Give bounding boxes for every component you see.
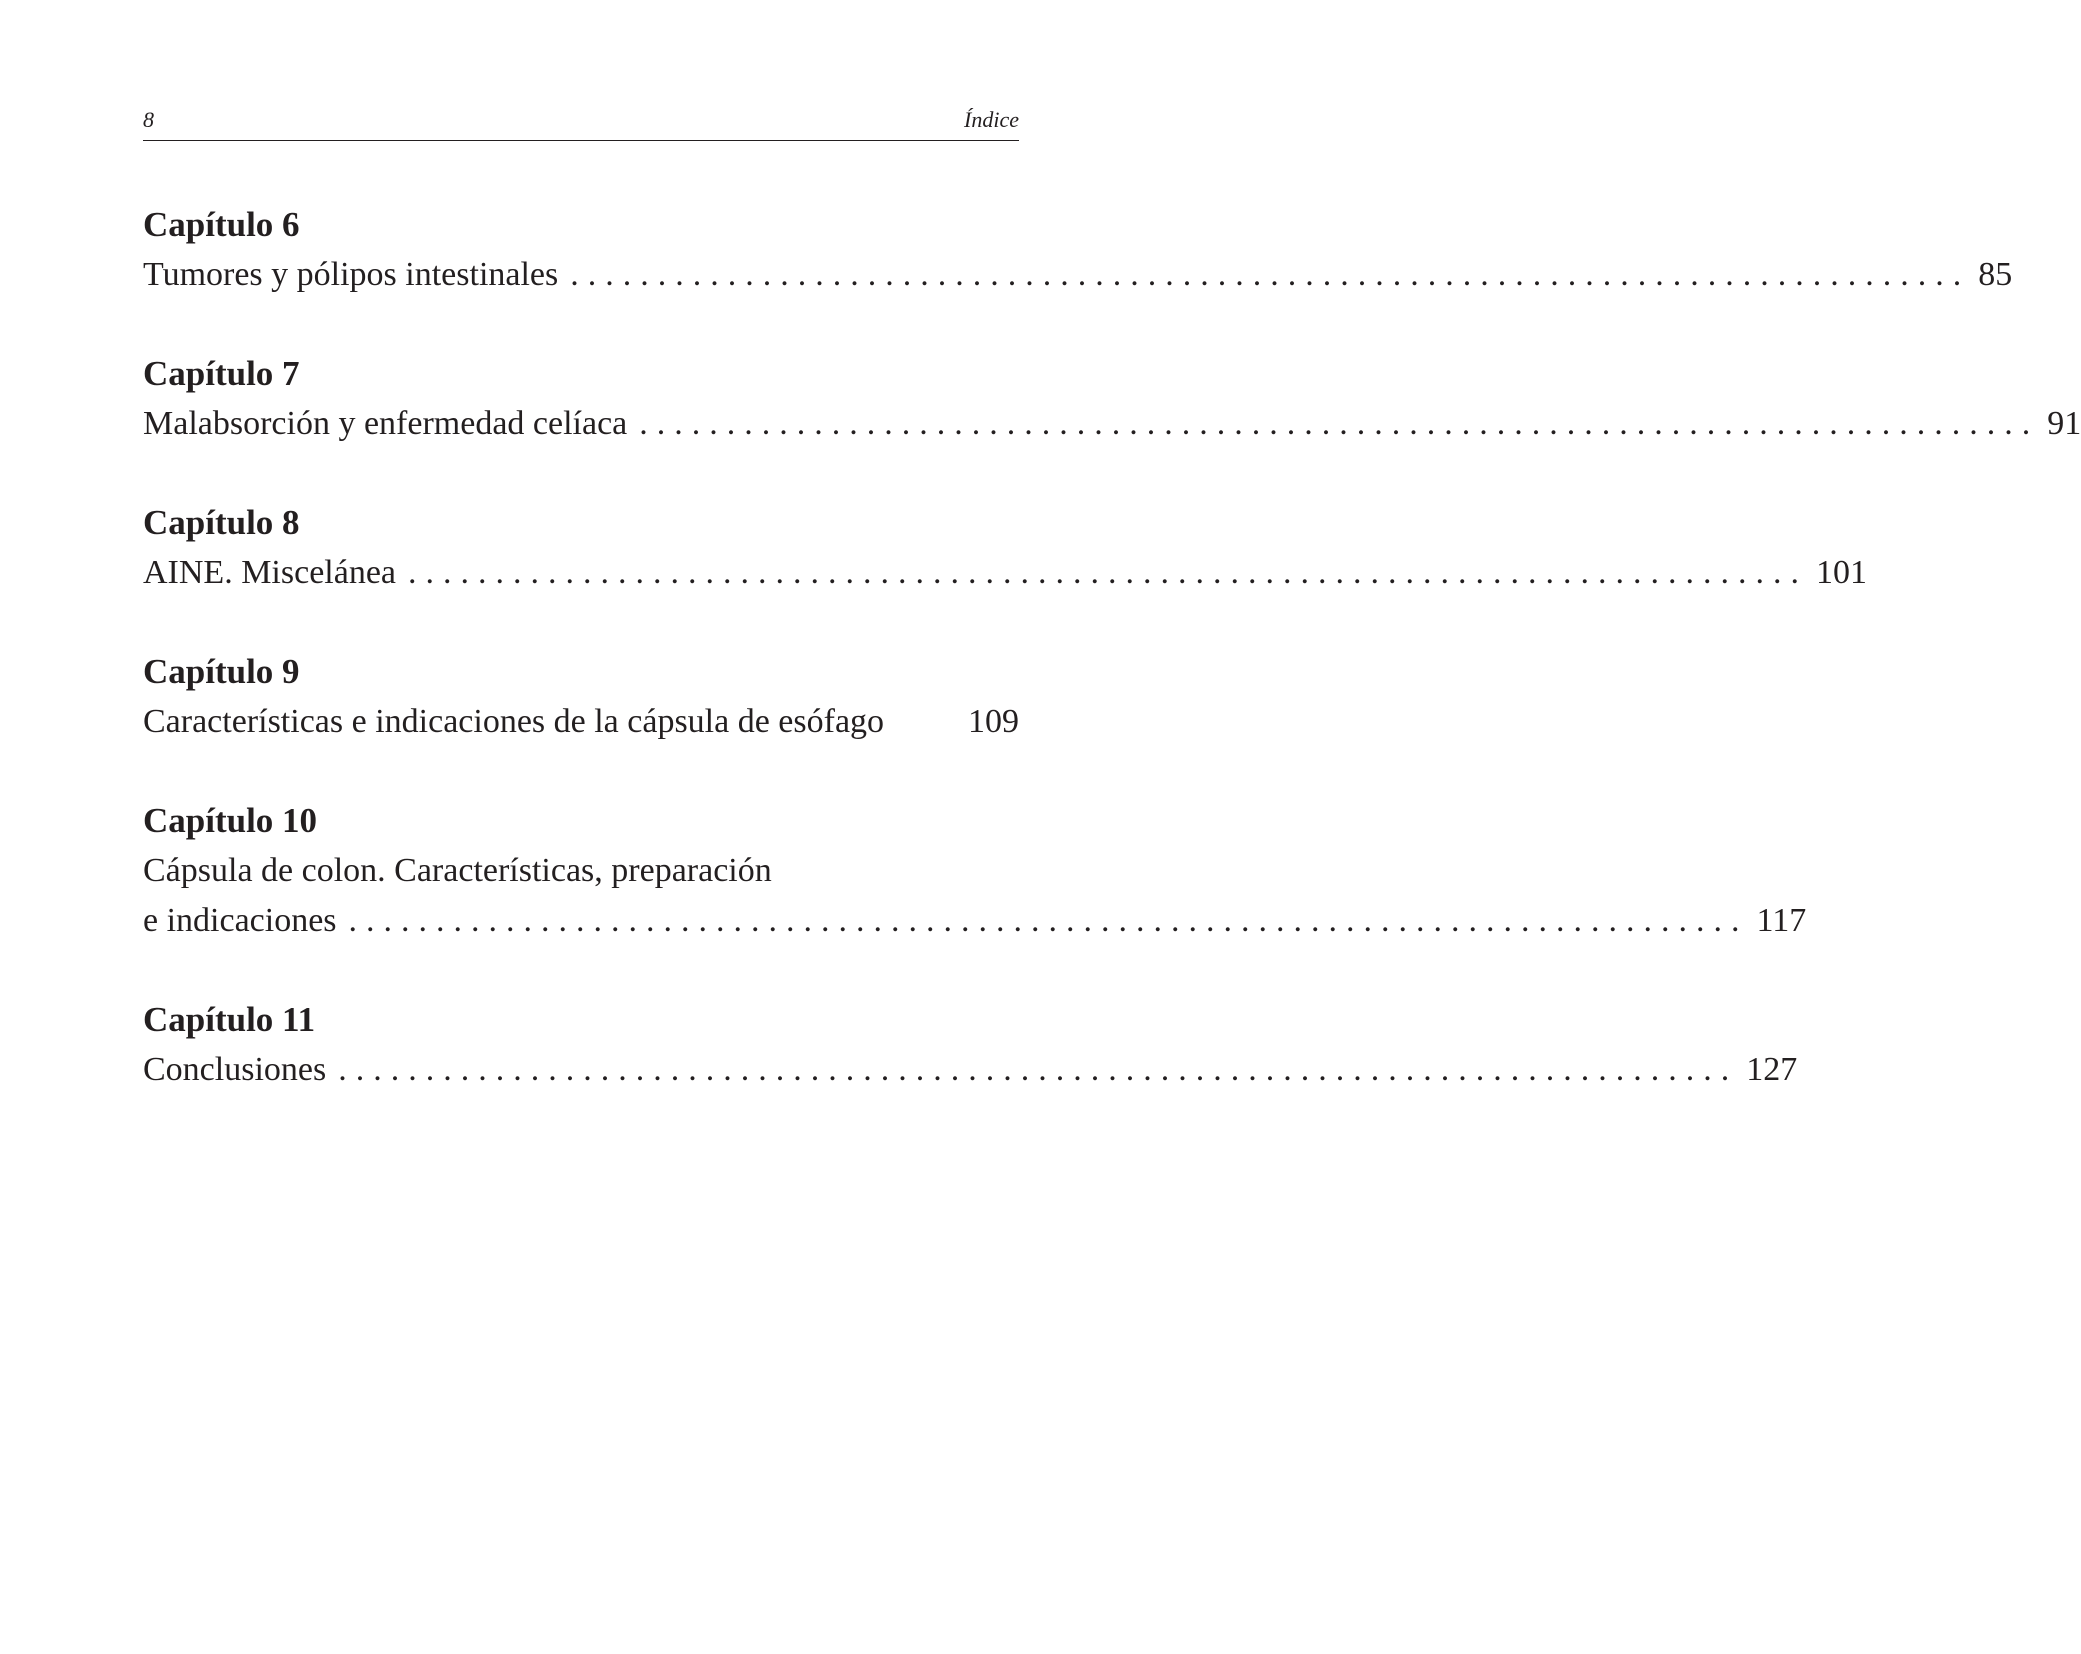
toc-entry [143,647,1019,747]
chapter-label: Capítulo 10 [143,801,318,840]
page-reference: 85 [1978,256,2013,293]
toc-entry [143,200,2013,300]
chapter-label: Capítulo 8 [143,503,300,542]
entry-title-line: Cápsula de colon. Características, preparación [143,852,772,889]
page-reference: 117 [1756,902,1807,939]
entry-row [143,1045,1798,1095]
chapter-label: Capítulo 9 [143,652,300,691]
dot-leader: ................................................................................ [408,554,1809,591]
entry-title: Malabsorción y enfermedad celíaca [143,405,628,442]
running-section-title: Índice [964,107,1019,132]
page-reference: 127 [1746,1051,1798,1088]
entry-title: Tumores y pólipos intestinales [143,256,559,293]
dot-leader: ................................................................................ [570,256,1971,293]
toc-entry [143,349,2081,449]
toc-entry [143,995,1798,1095]
dot-leader: ................................................................................ [338,1051,1739,1088]
running-header [143,104,1019,141]
entry-title: e indicaciones [143,902,337,939]
page-number: 8 [143,107,154,132]
entry-row [143,896,1807,946]
dot-leader: ................................................................................ [348,902,1749,939]
toc-entry [143,498,1868,598]
toc-entry [143,796,1807,946]
chapter-label: Capítulo 7 [143,354,300,393]
chapter-label: Capítulo 11 [143,1000,316,1039]
dot-leader: ................................................................................ [639,405,2040,442]
page-reference: 109 [968,703,1019,740]
entry-row [143,250,2013,300]
chapter-label: Capítulo 6 [143,205,300,244]
entry-row [143,548,1868,598]
entry-title: Características e indicaciones de la cápsula de esófago [143,703,885,740]
entry-title: AINE. Miscelánea [143,554,397,591]
page-reference: 91 [2047,405,2081,442]
entry-row [143,697,1019,747]
entry-title: Conclusiones [143,1051,327,1088]
entry-row [143,399,2081,449]
table-of-contents [143,200,2081,1144]
page-reference: 101 [1816,554,1868,591]
